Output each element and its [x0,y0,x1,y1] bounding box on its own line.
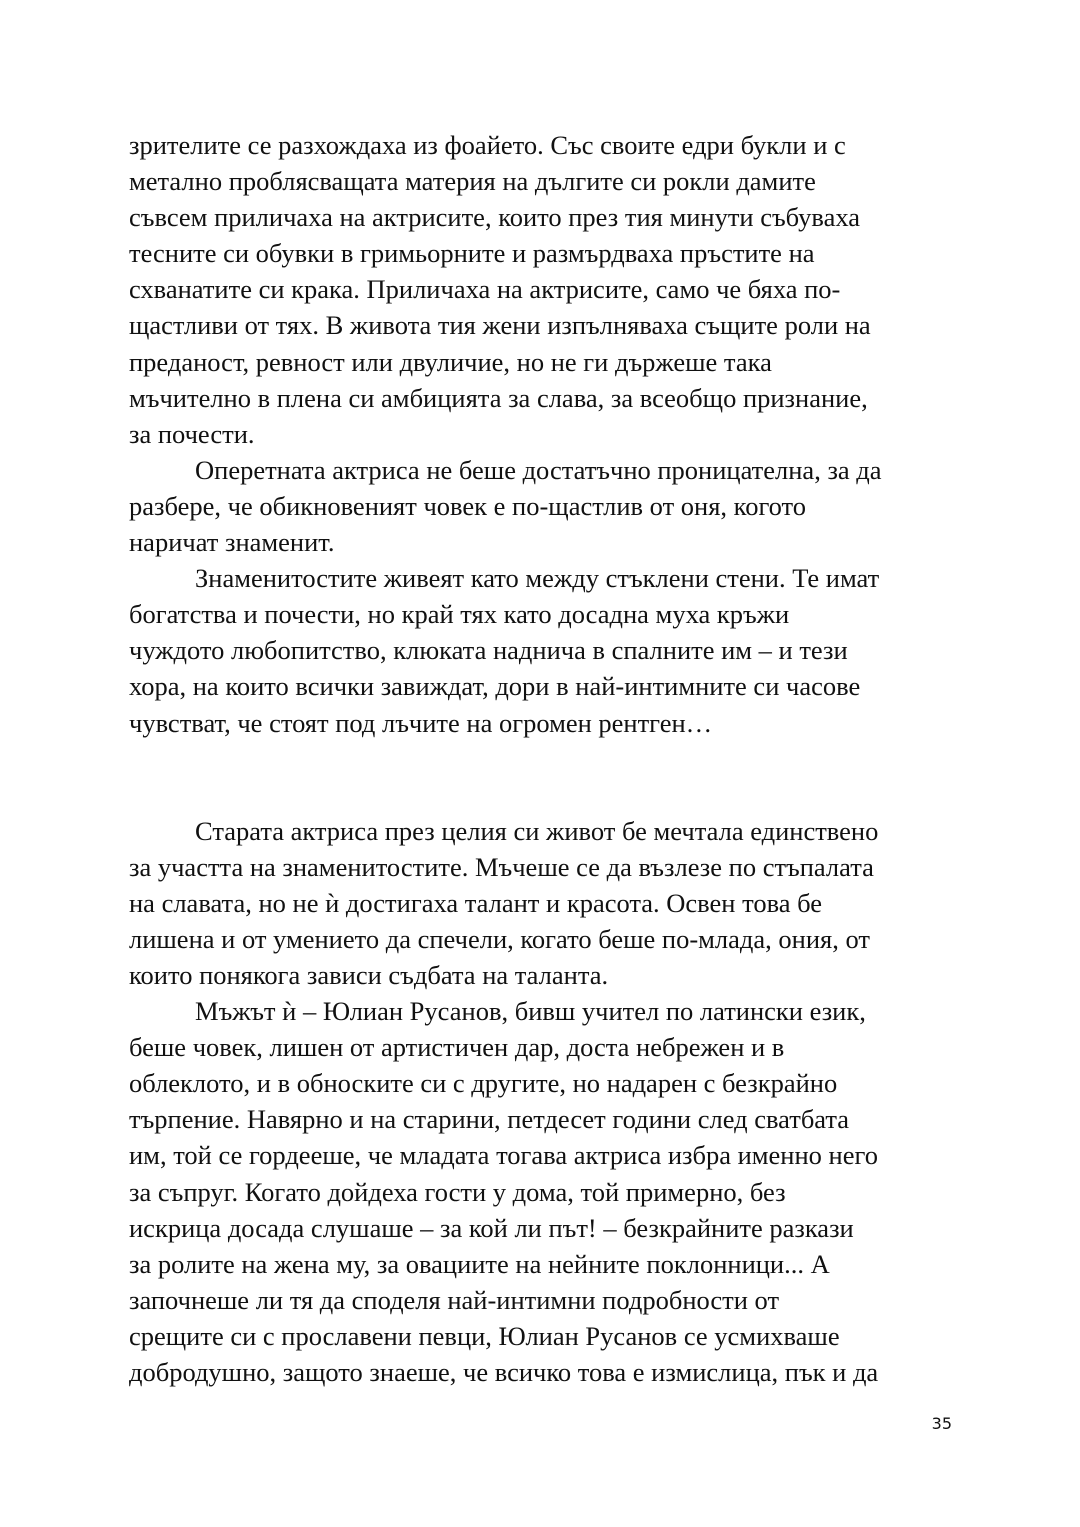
text-line: за почести. [129,418,255,449]
text-line: богатства и почести, но край тях като досадна муха кръжи [129,599,790,630]
text-line: срещите си с прославени певци, Юлиан Русанов се усмихваше [129,1320,840,1351]
text-line: за ролите на жена му, за овациите на нейните поклонници... А [129,1248,830,1279]
text-line: добродушно, защото знаеше, че всичко това е измислица, пък и да [129,1357,879,1387]
paragraph-3 [129,560,955,740]
text-line: метално проблясващата материя на дългите си рокли дамите [129,166,816,197]
text-line: чувстват, че стоят под лъчите на огромен рентген… [129,707,713,738]
text-line: щастливи от тях. В живота тия жени изпълняваха същите роли на [129,310,871,341]
page-number: 35 [931,1414,952,1433]
text-line: започнеше ли тя да споделя най-интимни подробности от [129,1284,780,1315]
text-line: хора, на които всички завиждат, дори в най-интимните си часове [129,671,861,702]
text-line: на славата, но не ѝ достигаха талант и красота. Освен това бе [129,887,823,918]
paragraph-2 [129,452,955,560]
text-line: облеклото, и в обноските си с другите, но надарен с безкрайно [129,1068,838,1099]
text-line: наричат знаменит. [129,527,335,558]
text-line: които понякога зависи съдбата на таланта. [129,959,609,990]
text-line: искрица досада слушаше – за кой ли път! – безкрайните разкази [129,1212,854,1243]
text-line: зрителите се разхождаха из фоайето. Със своите едри букли и с [129,130,846,160]
text-line: Оперетната актриса не беше достатъчно проницателна, за да [195,454,882,485]
text-line: беше човек, лишен от артистичен дар, доста небрежен и в [129,1032,785,1063]
body-text [129,127,955,1390]
text-line: Старата актриса през целия си живот бе мечтала единствено [195,815,879,846]
text-line: схванатите си крака. Приличаха на актрисите, само че бяха по- [129,274,841,305]
text-line: преданост, ревност или двуличие, но не ги държеше така [129,346,772,377]
text-line: тесните си обувки в гримьорните и размърдваха пръстите на [129,238,815,269]
paragraph-4 [129,813,955,993]
text-line: за участта на знаменитостите. Мъчеше се да възлезе по стъпалата [129,851,874,882]
text-line: Знаменитостите живеят като между стъклени стени. Те имат [195,563,880,594]
text-line: съвсем приличаха на актрисите, които през тия минути събуваха [129,202,860,233]
text-line: търпение. Навярно и на старини, петдесет години след сватбата [129,1104,850,1135]
text-line: Мъжът ѝ – Юлиан Русанов, бивш учител по латински език, [195,996,866,1027]
paragraph-1 [129,127,955,452]
text-line: лишена и от умението да спечели, когато беше по-млада, ония, от [129,923,870,954]
text-line: мъчително в плена си амбицията за слава, за всеобщо признание, [129,382,868,413]
text-line: разбере, че обикновеният човек е по-щастлив от оня, когото [129,490,807,521]
text-line: чуждото любопитство, клюката надничa в спалните им – и тези [129,635,848,666]
section-break [129,741,955,813]
text-line: за съпруг. Когато дойдеха гости у дома, той примерно, без [129,1176,786,1207]
paragraph-5 [129,993,955,1390]
text-line: им, той се гордееше, че младата тогава актриса избра именно него [129,1140,878,1171]
